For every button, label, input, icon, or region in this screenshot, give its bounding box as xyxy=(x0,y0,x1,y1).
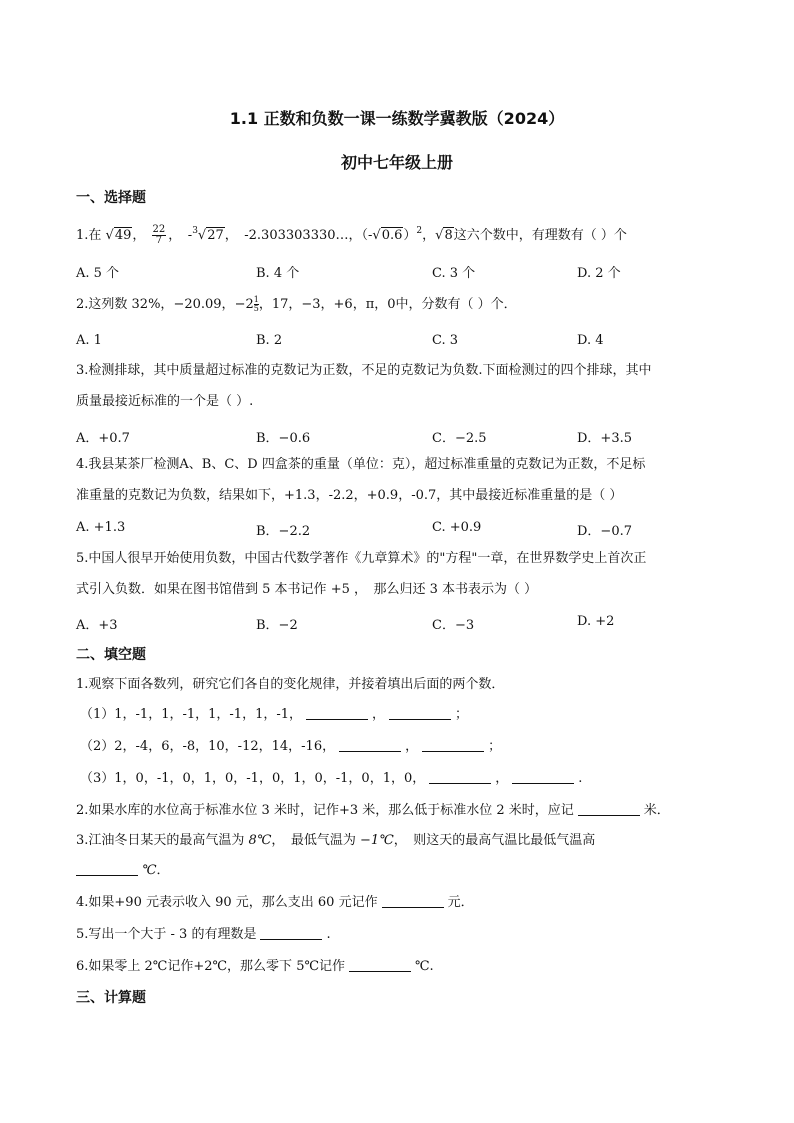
question-5-line-2: 式引入负数．如果在图书馆借到 5 本书记作 +5 ， 那么归还 3 本书表示为（ ） xyxy=(76,582,538,597)
fill-4: 4.如果+90 元表示收入 90 元，那么支出 60 元记作 元． xyxy=(76,895,474,910)
q3-option-d[interactable]: D．+3.5 xyxy=(577,431,632,446)
q5-option-a[interactable]: A．+3 xyxy=(76,618,118,633)
answer-blank[interactable] xyxy=(422,738,484,752)
fill-3-line-1: 3.江油冬日某天的最高气温为 8℃， 最低气温为 −1℃， 则这天的最高气温比最低气温高 xyxy=(76,833,596,848)
q3-option-b[interactable]: B．−0.6 xyxy=(256,431,311,446)
fill-2: 2.如果水库的水位高于标准水位 3 米时，记作+3 米，那么低于标准水位 2 米时，应记 米． xyxy=(76,803,670,818)
answer-blank[interactable] xyxy=(339,738,401,752)
question-1: 1.在 √49， $\frac{22}{7}$ ， -$^3$√27， -2.303303330…，$(-√0.6)^2$，√8这六个数中，有理数有（ ）个 xyxy=(76,224,627,246)
answer-blank[interactable] xyxy=(382,894,444,908)
q1-option-d[interactable]: D. 2 个 xyxy=(577,266,621,281)
question-4-line-1: 4.我县某茶厂检测A、B、C、D 四盒茶的重量（单位：克），超过标准重量的克数记为正数，不足标 xyxy=(76,457,646,472)
q1-prefix: 1.在 xyxy=(76,228,102,243)
fill-5: 5.写出一个大于 - 3 的有理数是 . xyxy=(76,927,331,942)
fill-1-part-3: （3）1，0，-1，0，1，0，-1，0，1，0，-1，0，1，0， ， . xyxy=(80,771,583,786)
page-subtitle: 初中七年级上册 xyxy=(340,153,453,172)
section-heading-choice: 一、选择题 xyxy=(76,190,146,206)
q2-option-a[interactable]: A. 1 xyxy=(76,333,102,348)
q3-option-a[interactable]: A．+0.7 xyxy=(76,431,130,446)
q1-option-c[interactable]: C. 3 个 xyxy=(432,266,476,281)
q1-option-b[interactable]: B. 4 个 xyxy=(256,266,300,281)
answer-blank[interactable] xyxy=(306,706,368,720)
q5-option-c[interactable]: C．−3 xyxy=(432,618,475,633)
question-3-line-1: 3.检测排球，其中质量超过标准的克数记为正数，不足的克数记为负数.下面检测过的四个排球，其中 xyxy=(76,363,652,378)
q2-option-d[interactable]: D. 4 xyxy=(577,333,604,348)
question-5-line-1: 5.中国人很早开始使用负数，中国古代数学著作《九章算术》的"方程"一章，在世界数学史上首次正 xyxy=(76,551,647,566)
answer-blank[interactable] xyxy=(512,770,574,784)
fill-1-part-2: （2）2，-4，6，-8，10，-12，14，-16， ， ； xyxy=(80,739,502,754)
section-heading-calc: 三、计算题 xyxy=(76,990,146,1006)
q4-option-a[interactable]: A. +1.3 xyxy=(76,520,126,535)
fill-1: 1.观察下面各数列，研究它们各自的变化规律，并接着填出后面的两个数． xyxy=(76,677,505,692)
answer-blank[interactable] xyxy=(260,926,322,940)
sqrt-49: √49 xyxy=(105,228,132,243)
section-heading-fill: 二、填空题 xyxy=(76,647,146,663)
answer-blank[interactable] xyxy=(349,958,411,972)
sqrt-8: √8 xyxy=(435,228,453,243)
q5-option-d[interactable]: D. +2 xyxy=(577,614,615,629)
q4-option-b[interactable]: B．−2.2 xyxy=(256,524,311,539)
sqrt-0-6: √0.6 xyxy=(372,228,403,243)
q2-option-b[interactable]: B. 2 xyxy=(256,333,283,348)
answer-blank[interactable] xyxy=(578,802,640,816)
fill-3-line-2: ℃． xyxy=(76,862,170,880)
fraction-22-7: $\frac{22}{7}$ xyxy=(152,224,166,246)
q4-option-d[interactable]: D．−0.7 xyxy=(577,524,632,539)
q4-option-c[interactable]: C. +0.9 xyxy=(432,520,482,535)
question-4-line-2: 准重量的克数记为负数，结果如下，+1.3，-2.2，+0.9，-0.7，其中最接近标准重量的是（ ） xyxy=(76,488,623,503)
answer-blank[interactable] xyxy=(76,862,138,876)
fill-6: 6.如果零上 2℃记作+2℃，那么零下 5℃记作 ℃. xyxy=(76,959,434,974)
answer-blank[interactable] xyxy=(429,770,491,784)
q2-option-c[interactable]: C. 3 xyxy=(432,333,459,348)
q5-option-b[interactable]: B．−2 xyxy=(256,618,298,633)
q1-option-a[interactable]: A. 5 个 xyxy=(76,266,120,281)
question-3-line-2: 质量最接近标准的一个是（ ）. xyxy=(76,394,254,409)
page-title: 1.1 正数和负数一课一练数学冀教版（2024） xyxy=(229,109,565,128)
mixed-fraction: $\frac{1}{5}$ xyxy=(253,295,259,313)
fill-1-part-1: （1）1，-1，1，-1，1，-1，1，-1， ， ； xyxy=(80,707,469,722)
q3-option-c[interactable]: C．−2.5 xyxy=(432,431,487,446)
cbrt-27: $^3$√27 xyxy=(192,226,224,243)
question-2: 2.这列数 32%，−20.09，−2 $\frac{1}{5}$，17，−3，+6，π，0中，分数有（ ）个． xyxy=(76,295,517,313)
answer-blank[interactable] xyxy=(389,706,451,720)
